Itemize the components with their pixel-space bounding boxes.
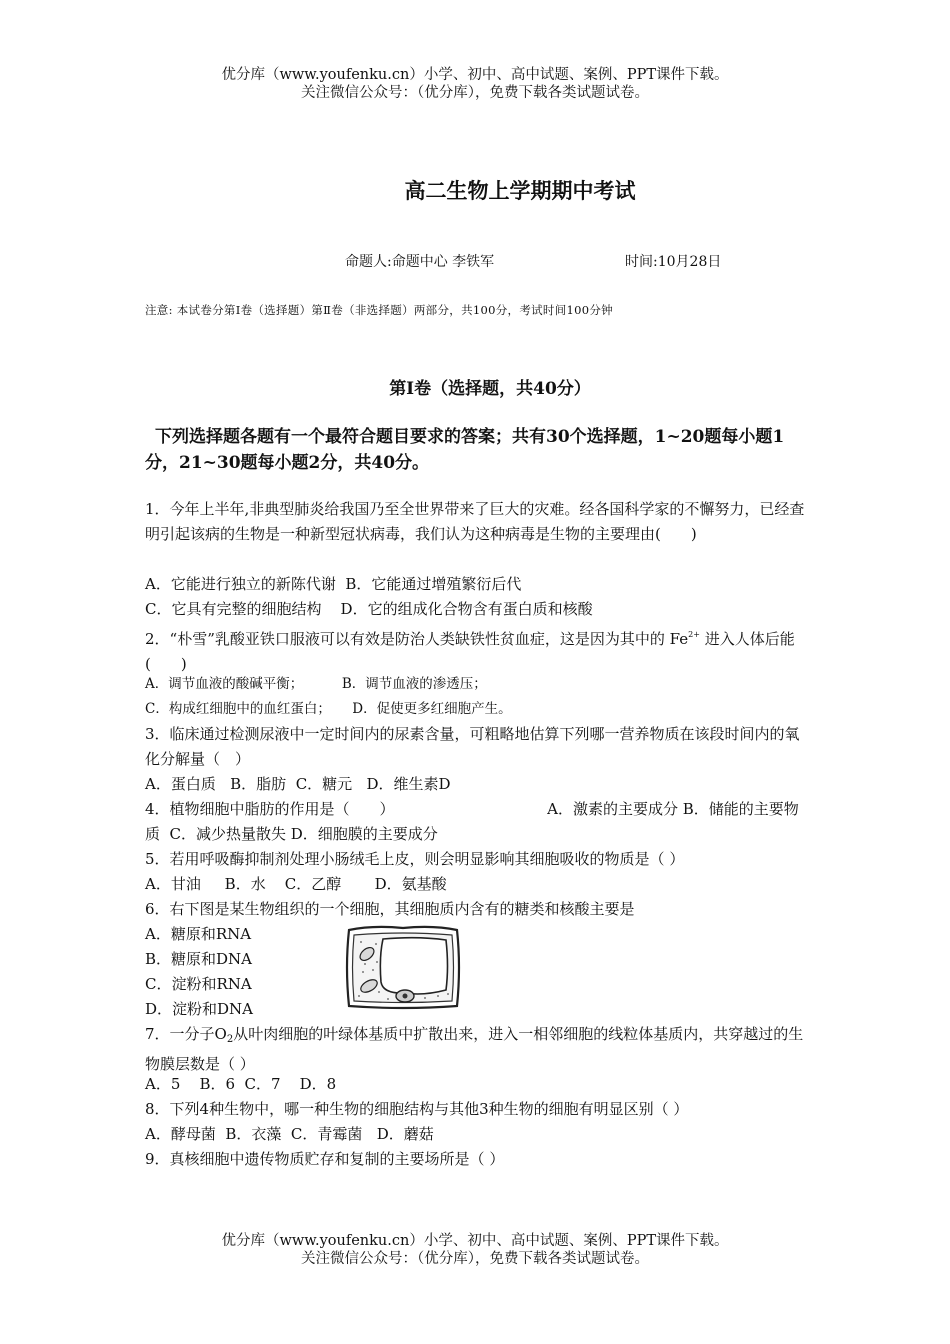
section-title: 第Ⅰ卷（选择题，共40分） <box>389 379 591 399</box>
question-8-stem: 8．下列4种生物中，哪一种生物的细胞结构与其他3种生物的细胞有明显区别（ ） <box>145 1100 689 1118</box>
question-4-stem: 4．植物细胞中脂肪的作用是（ ） A．激素的主要成分 B．储能的主要物质 C．减少热量散失 D．细胞膜的主要成分 <box>145 800 799 843</box>
question-1-options-cd: C．它具有完整的细胞结构 D．它的组成化合物含有蛋白质和核酸 <box>145 600 593 618</box>
question-9-stem: 9．真核细胞中遗传物质贮存和复制的主要场所是（ ） <box>145 1150 505 1168</box>
plant-cell-diagram <box>343 922 463 1012</box>
exam-author: 命题人:命题中心 李铁军 <box>345 254 495 270</box>
footer-line-2: 关注微信公众号：（优分库），免费下载各类试题试卷。 <box>301 1251 649 1267</box>
question-5-stem: 5．若用呼吸酶抑制剂处理小肠绒毛上皮，则会明显影响其细胞吸收的物质是（ ） <box>145 850 685 868</box>
exam-time: 时间:10月28日 <box>625 254 722 270</box>
exam-title: 高二生物上学期期中考试 <box>404 178 636 203</box>
question-7-stem <box>145 1022 810 1077</box>
question-7-stem-a: 7．一分子O <box>145 1025 227 1043</box>
question-7-stem-b: 从叶肉细胞的叶绿体基质中扩散出来，进入一相邻细胞的线粒体基质内，共穿越过的生物膜层数是（ ） <box>145 1025 804 1073</box>
question-1-stem: 1．今年上半年,非典型肺炎给我国乃至全世界带来了巨大的灾难。经各国科学家的不懈努力，已经查明引起该病的生物是一种新型冠状病毒，我们认为这种病毒是生物的主要理由( ) <box>145 500 805 543</box>
header-line-2: 关注微信公众号：（优分库），免费下载各类试题试卷。 <box>301 85 649 101</box>
question-3-options: A．蛋白质 B．脂肪 C．糖元 D．维生素D <box>145 775 451 793</box>
question-7-options: A．5 B．6 C．7 D．8 <box>145 1075 337 1093</box>
question-6-option-b: B．糖原和DNA <box>145 950 253 968</box>
instructions: 下列选择题各题有一个最符合题目要求的答案；共有30个选择题，1~20题每小题1分，21~30题每小题2分，共40分。 <box>145 427 785 473</box>
footer-line-1: 优分库（www.youfenku.cn）小学、初中、高中试题、案例、PPT课件下载。 <box>221 1233 729 1249</box>
question-6-option-a: A．糖原和RNA <box>145 925 252 943</box>
nucleolus <box>403 994 408 999</box>
exam-notice: 注意: 本试卷分第Ⅰ卷（选择题）第Ⅱ卷（非选择题）两部分，共100分，考试时间100分钟 <box>145 303 613 317</box>
fe-superscript: 2+ <box>688 630 700 639</box>
question-2-options-ab: A．调节血液的酸碱平衡； B．调节血液的渗透压； <box>145 676 487 692</box>
vacuole <box>380 938 447 994</box>
question-2-options-cd: C．构成红细胞中的血红蛋白； D．促使更多红细胞产生。 <box>145 701 512 717</box>
question-8-options: A．酵母菌 B．衣藻 C．青霉菌 D．蘑菇 <box>145 1125 434 1143</box>
o2-subscript: 2 <box>226 1034 234 1045</box>
question-2-stem-a: 2．“朴雪”乳酸亚铁口服液可以有效是防治人类缺铁性贫血症，这是因为其中的 Fe <box>145 630 689 648</box>
question-2-stem-b: 进入人体后能( ) <box>145 630 795 673</box>
header-line-1: 优分库（www.youfenku.cn）小学、初中、高中试题、案例、PPT课件下载。 <box>221 67 729 83</box>
question-1-options-ab: A．它能进行独立的新陈代谢 B．它能通过增殖繁衍后代 <box>145 575 522 593</box>
question-6-option-d: D．淀粉和DNA <box>145 1000 254 1018</box>
question-2-stem <box>145 622 810 677</box>
question-5-options: A．甘油 B．水 C．乙醇 D．氨基酸 <box>145 875 447 893</box>
question-3-stem: 3．临床通过检测尿液中一定时间内的尿素含量，可粗略地估算下列哪一营养物质在该段时间内的氧化分解量（ ） <box>145 725 800 768</box>
question-6-option-c: C．淀粉和RNA <box>145 975 252 993</box>
question-6-stem: 6．右下图是某生物组织的一个细胞，其细胞质内含有的糖类和核酸主要是 <box>145 900 635 918</box>
